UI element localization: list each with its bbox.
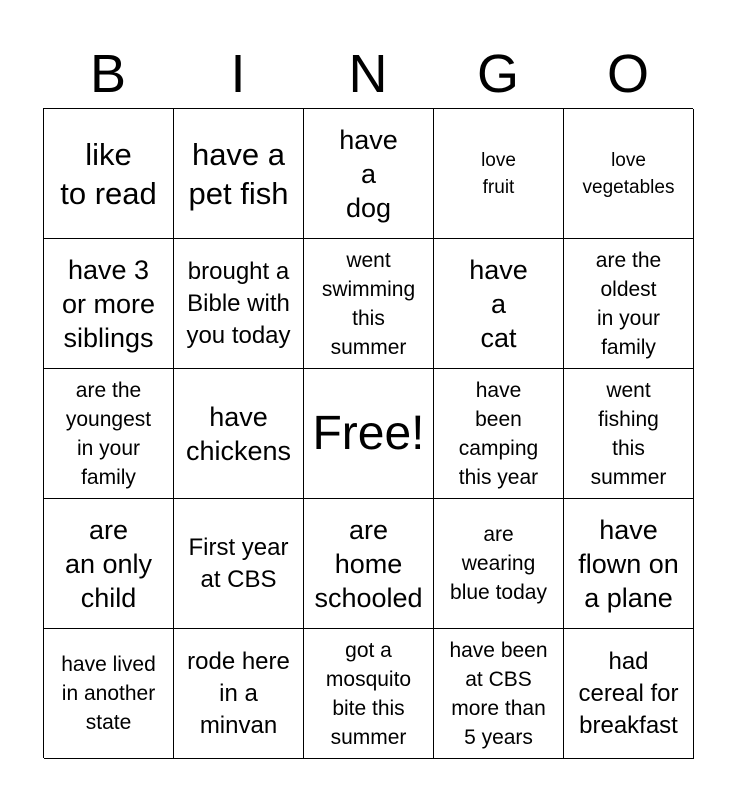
bingo-cell-r2-c5[interactable]	[564, 239, 694, 369]
bingo-cell-r3-c5[interactable]	[564, 369, 694, 499]
bingo-cell-r1-c3[interactable]	[304, 109, 434, 239]
bingo-cell-r1-c5[interactable]	[564, 109, 694, 239]
bingo-cell-r2-c2[interactable]	[174, 239, 304, 369]
bingo-cell-text: like to read	[60, 136, 157, 211]
header-letter-b: B	[89, 44, 127, 104]
bingo-cell-r1-c2[interactable]	[174, 109, 304, 239]
free-space-cell[interactable]	[304, 369, 434, 499]
bingo-cell-r3-c4[interactable]	[434, 369, 564, 499]
header-letter-n: N	[348, 44, 388, 104]
bingo-cell-r2-c1[interactable]	[44, 239, 174, 369]
header-letter-i: I	[230, 44, 246, 104]
bingo-cell-text: rode here in a minvan	[187, 647, 290, 739]
bingo-cell-r4-c2[interactable]	[174, 499, 304, 629]
bingo-cell-text: have a dog	[339, 124, 398, 223]
bingo-cell-text: brought a Bible with you today	[186, 257, 291, 349]
bingo-header	[43, 40, 693, 108]
bingo-cell-r3-c1[interactable]	[44, 369, 174, 499]
bingo-cell-text: went swimming this summer	[321, 248, 416, 359]
bingo-cell-text: have a pet fish	[188, 136, 289, 211]
bingo-cell-text: are home schooled	[314, 514, 423, 613]
bingo-cell-r2-c3[interactable]	[304, 239, 434, 369]
bingo-cell-text: are an only child	[64, 514, 153, 613]
bingo-cell-r1-c4[interactable]	[434, 109, 564, 239]
bingo-cell-text: Free!	[312, 406, 425, 460]
bingo-cell-text: have chickens	[185, 401, 292, 466]
bingo-cell-r5-c4[interactable]	[434, 629, 564, 759]
bingo-cell-r3-c2[interactable]	[174, 369, 304, 499]
bingo-cell-r4-c3[interactable]	[304, 499, 434, 629]
bingo-cell-r4-c1[interactable]	[44, 499, 174, 629]
bingo-cell-r5-c3[interactable]	[304, 629, 434, 759]
bingo-cell-text: are the youngest in your family	[65, 378, 152, 489]
bingo-cell-r5-c1[interactable]	[44, 629, 174, 759]
bingo-cell-text: had cereal for breakfast	[578, 647, 679, 739]
bingo-cell-text: First year at CBS	[188, 533, 289, 593]
header-letter-g: G	[476, 44, 519, 104]
bingo-cell-text: are the oldest in your family	[595, 248, 662, 359]
bingo-cell-r2-c4[interactable]	[434, 239, 564, 369]
bingo-cell-text: love fruit	[481, 149, 516, 198]
bingo-cell-text: have lived in another state	[61, 653, 156, 734]
bingo-card-grid	[43, 108, 693, 758]
bingo-cell-text: have a cat	[469, 254, 528, 353]
bingo-cell-r4-c4[interactable]	[434, 499, 564, 629]
bingo-cell-r4-c5[interactable]	[564, 499, 694, 629]
bingo-cell-text: went fishing this summer	[590, 378, 667, 489]
bingo-cell-text: have been at CBS more than 5 years	[449, 638, 548, 749]
bingo-cell-text: got a mosquito bite this summer	[325, 638, 412, 749]
bingo-cell-r1-c1[interactable]	[44, 109, 174, 239]
bingo-cell-r5-c5[interactable]	[564, 629, 694, 759]
bingo-cell-text: love vegetables	[582, 149, 675, 198]
bingo-cell-r5-c2[interactable]	[174, 629, 304, 759]
bingo-cell-text: are wearing blue today	[450, 523, 547, 604]
header-letter-o: O	[606, 44, 649, 104]
bingo-cell-text: have been camping this year	[458, 378, 539, 489]
bingo-cell-text: have 3 or more siblings	[61, 254, 156, 353]
bingo-cell-text: have flown on a plane	[578, 514, 679, 613]
